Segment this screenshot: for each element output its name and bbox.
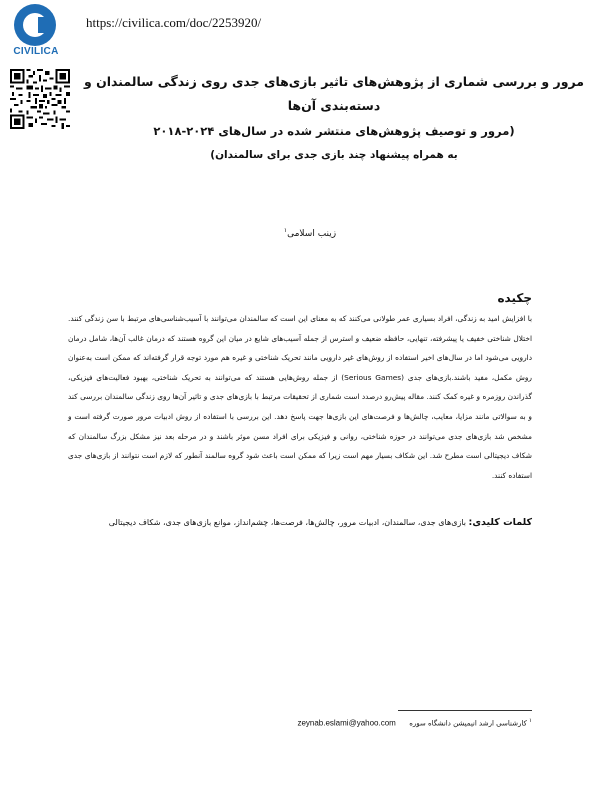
author bbox=[200, 224, 420, 241]
abstract-heading: چکیده bbox=[497, 291, 532, 305]
footnote-divider bbox=[398, 710, 532, 711]
footnote-marker: ۱ bbox=[529, 718, 532, 724]
paper-title: مرور و بررسی شماری از پژوهش‌های تاثیر بازی‌های جدی روی زندگی سالمندان و دسته‌بندی آن‌ها bbox=[83, 74, 585, 113]
keywords-label: کلمات کلیدی: bbox=[468, 517, 532, 528]
footnote bbox=[282, 714, 532, 730]
paper-subtitle-line-1: (مرور و توصیف پژوهش‌های منتشر شده در سال‌های ۲۰۲۴-۲۰۱۸ bbox=[153, 124, 515, 138]
civilica-logo-icon bbox=[14, 4, 56, 46]
civilica-logo[interactable] bbox=[6, 4, 62, 60]
abstract-text: با افزایش امید به زندگی، افراد بسیاری عمر طولانی می‌کنند که به معنای این است که سالمندان می‌توانند با آسیب‌شناسی‌های مرتبط با سن زندگی کنند. اختلال شناختی خفیف یا پیشرفته، تنهایی، حافظه ضعیف و استرس از جمله آسیب‌های شایع در میان این گروه هستند که درمان غالب آن‌ها، شامل درمان دارویی می‌شود اما در سال‌های اخیر استفاده از روش‌های غیر دارویی مانند تحریک شناختی و غیره هم مورد توجه قرار گرفته‌اند که ممکن است به‌عنوان روش مکمل، مفید باشند.بازی‌های جدی (Serious Games) از جمله روش‌هایی هستند که می‌توانند به تحریک شناختی، بهبود فعالیت‌های فیزیکی، گذراندن روزمره و غیره کمک کنند. مقاله پیش‌رو درصدد است شماری از تحقیقات مرتبط با بازی‌های جدی و تاثیر آن‌ها روی زندگی سالمندان بررسی کند و به سوالاتی مانند مزایا، معایب، چالش‌ها و فرصت‌های این بازی‌ها جهت پاسخ دهد. این بررسی با استفاده از روش ادبیات مرور صورت گرفته است و مشخص شد بازی‌های جدی می‌توانند در حوزه شناختی، روانی و فیزیکی برای افراد مسن موثر باشند و در مرحله بعد نیز مشکل بزرگ سالمندان که شکاف دیجیتالی است مطرح شد. این شکاف بسیار مهم است زیرا که ممکن است باعث شود گروه سالمند آنطور که لازم است نتوانند از بازی‌های جدی استفاده کنند. bbox=[68, 314, 533, 480]
logo-text: CIVILICA bbox=[13, 46, 59, 57]
document-url[interactable]: https://civilica.com/doc/2253920/ bbox=[86, 15, 262, 30]
footnote-email[interactable]: zeynab.eslami@yahoo.com bbox=[297, 718, 396, 728]
keywords-text: بازی‌های جدی، سالمندان، ادبیات مرور، چالش‌ها، فرصت‌ها، چشم‌انداز، موانع بازی‌های جدی، شکاف دیجیتالی bbox=[108, 518, 466, 527]
keywords bbox=[68, 513, 532, 533]
author-footnote-marker: ۱ bbox=[283, 227, 288, 234]
qr-code-icon bbox=[10, 68, 70, 130]
paper-subtitle-line-2: به همراه پیشنهاد چند بازی جدی برای سالمندان) bbox=[210, 149, 458, 161]
author-name: زینب اسلامی bbox=[287, 229, 337, 239]
footnote-affiliation: کارشناسی ارشد انیمیشن دانشگاه سوره bbox=[409, 719, 527, 728]
